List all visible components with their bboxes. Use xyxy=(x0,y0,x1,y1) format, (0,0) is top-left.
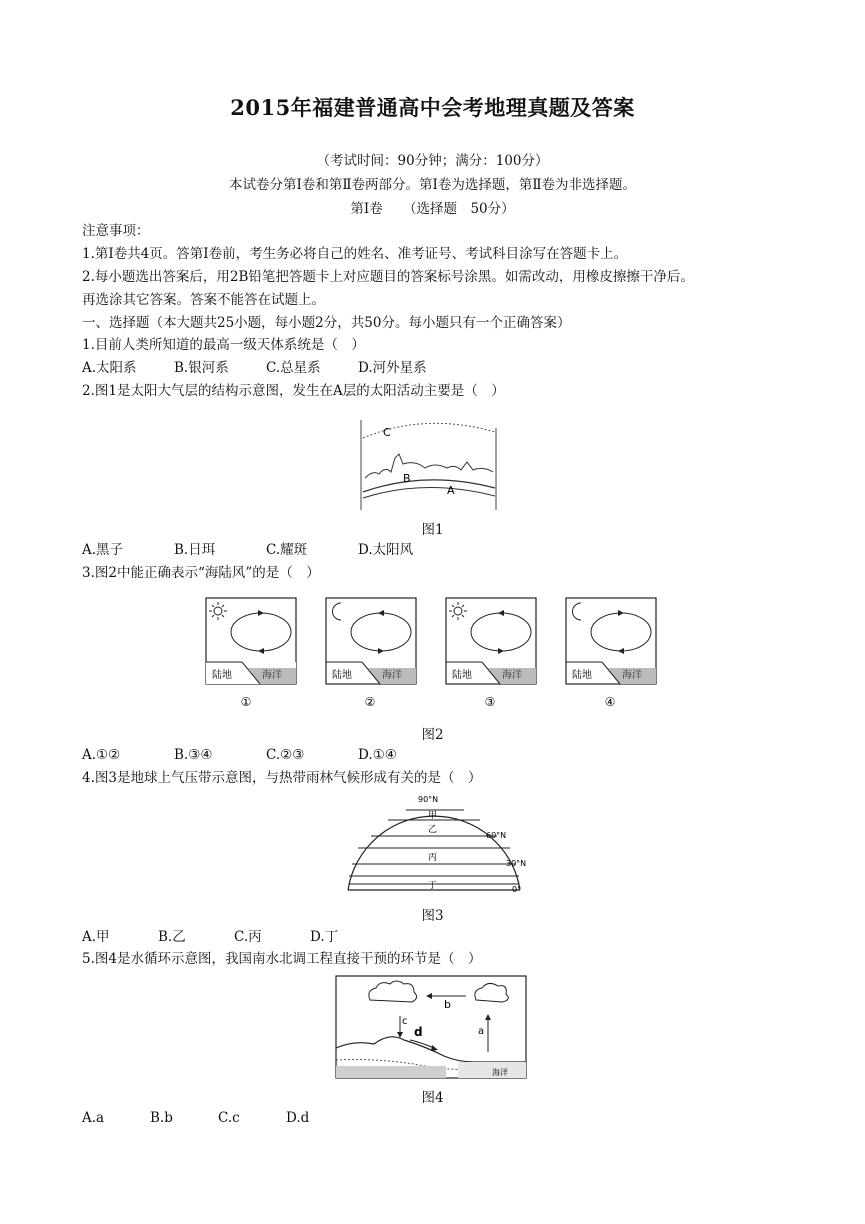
belt-jia-label: 甲 xyxy=(428,811,438,821)
option-d: D.河外星系 xyxy=(358,360,427,376)
note-3: 再选涂其它答案。答案不能答在试题上。 xyxy=(82,292,325,308)
sea-label: 海洋 xyxy=(262,670,282,681)
arrow-a-label: a xyxy=(478,1026,485,1037)
belt-bing-label: 丙 xyxy=(428,853,438,863)
layer-b-label: B xyxy=(403,472,411,485)
option-d: D.d xyxy=(286,1110,310,1126)
intro-text: 本试卷分第Ⅰ卷和第Ⅱ卷两部分。第Ⅰ卷为选择题，第Ⅱ卷为非选择题。 xyxy=(228,177,637,193)
exam-info: （考试时间：90分钟；满分：100分） xyxy=(316,153,549,169)
figure-2-panel-1 xyxy=(202,594,300,712)
question-1-options xyxy=(82,359,427,377)
option-c: C.耀斑 xyxy=(266,542,308,558)
figure-3-caption: 图3 xyxy=(421,908,444,924)
arrow-c-label: c xyxy=(402,1016,408,1027)
figure-2-caption: 图2 xyxy=(421,727,444,743)
figure-2-panel-3 xyxy=(442,594,540,712)
sea-label: 海洋 xyxy=(382,670,402,681)
option-a: A.黑子 xyxy=(82,542,124,558)
question-1-stem: 1.目前人类所知道的最高一级天体系统是（ ） xyxy=(82,337,365,353)
layer-c-label: C xyxy=(383,426,391,439)
question-5-options xyxy=(82,1109,309,1127)
arrow-b-label: b xyxy=(444,998,451,1011)
option-c: C.丙 xyxy=(234,929,262,945)
option-b: B.③④ xyxy=(174,747,213,763)
option-d: D.丁 xyxy=(310,929,339,945)
option-b: B.b xyxy=(150,1110,173,1126)
panel-number: ② xyxy=(364,695,376,709)
lat-0-label: 0° xyxy=(512,885,522,894)
question-5-stem: 5.图4是水循环示意图，我国南水北调工程直接干预的环节是（ ） xyxy=(82,951,482,967)
land-label: 陆地 xyxy=(572,670,592,681)
option-a: A.①② xyxy=(82,747,121,763)
question-4-stem: 4.图3是地球上气压带示意图，与热带雨林气候形成有关的是（ ） xyxy=(82,770,482,786)
part-heading: 一、选择题（本大题共25小题，每小题2分，共50分。每小题只有一个正确答案） xyxy=(82,315,571,331)
question-3-options xyxy=(82,746,397,764)
figure-1-caption: 图1 xyxy=(421,522,444,538)
lat-90n-label: 90°N xyxy=(418,795,439,804)
option-a: A.甲 xyxy=(82,929,110,945)
option-d: D.①④ xyxy=(358,747,397,763)
figure-2-panel-2 xyxy=(322,594,420,712)
lat-30n-label: 30°N xyxy=(506,859,527,868)
panel-number: ④ xyxy=(604,695,616,709)
sea-label: 海洋 xyxy=(492,1068,508,1077)
layer-a-label: A xyxy=(447,484,455,497)
note-2: 2.每小题选出答案后，用2B铅笔把答题卡上对应题目的答案标号涂黑。如需改动，用橡皮擦擦干净后。 xyxy=(82,269,694,285)
question-3-stem: 3.图2中能正确表示“海陆风”的是（ ） xyxy=(82,565,320,581)
belt-yi-label: 乙 xyxy=(428,825,438,835)
lat-60n-label: 60°N xyxy=(486,831,507,840)
question-2-stem: 2.图1是太阳大气层的结构示意图，发生在A层的太阳活动主要是（ ） xyxy=(82,383,505,399)
notes-heading: 注意事项： xyxy=(82,223,150,239)
option-c: C.②③ xyxy=(266,747,305,763)
figure-4-caption: 图4 xyxy=(421,1090,444,1106)
land-label: 陆地 xyxy=(212,670,232,681)
question-4-options xyxy=(82,928,338,946)
figure-3-pressure-belts xyxy=(340,792,540,896)
option-b: B.日珥 xyxy=(174,542,216,558)
option-a: A.a xyxy=(82,1110,105,1126)
panel-number: ① xyxy=(240,695,252,709)
land-label: 陆地 xyxy=(452,670,472,681)
option-c: C.总星系 xyxy=(266,360,321,376)
arrow-d-label: d xyxy=(414,1025,423,1039)
belt-ding-label: 丁 xyxy=(428,881,438,891)
figure-1-sun-atmosphere xyxy=(355,418,503,512)
sea-label: 海洋 xyxy=(622,670,642,681)
panel-number: ③ xyxy=(484,695,496,709)
page-title: 2015年福建普通高中会考地理真题及答案 xyxy=(230,95,635,120)
section-heading: 第Ⅰ卷 （选择题 50分） xyxy=(350,201,515,217)
option-c: C.c xyxy=(218,1110,240,1126)
option-b: B.乙 xyxy=(158,929,186,945)
option-b: B.银河系 xyxy=(174,360,229,376)
figure-4-water-cycle xyxy=(334,974,528,1080)
question-2-options xyxy=(82,541,413,559)
note-1: 1.第Ⅰ卷共4页。答第Ⅰ卷前，考生务必将自己的姓名、准考证号、考试科目涂写在答题卡上。 xyxy=(82,246,628,262)
sea-label: 海洋 xyxy=(502,670,522,681)
option-d: D.太阳风 xyxy=(358,542,414,558)
option-a: A.太阳系 xyxy=(82,360,137,376)
land-label: 陆地 xyxy=(332,670,352,681)
figure-2-panel-4 xyxy=(562,594,660,712)
